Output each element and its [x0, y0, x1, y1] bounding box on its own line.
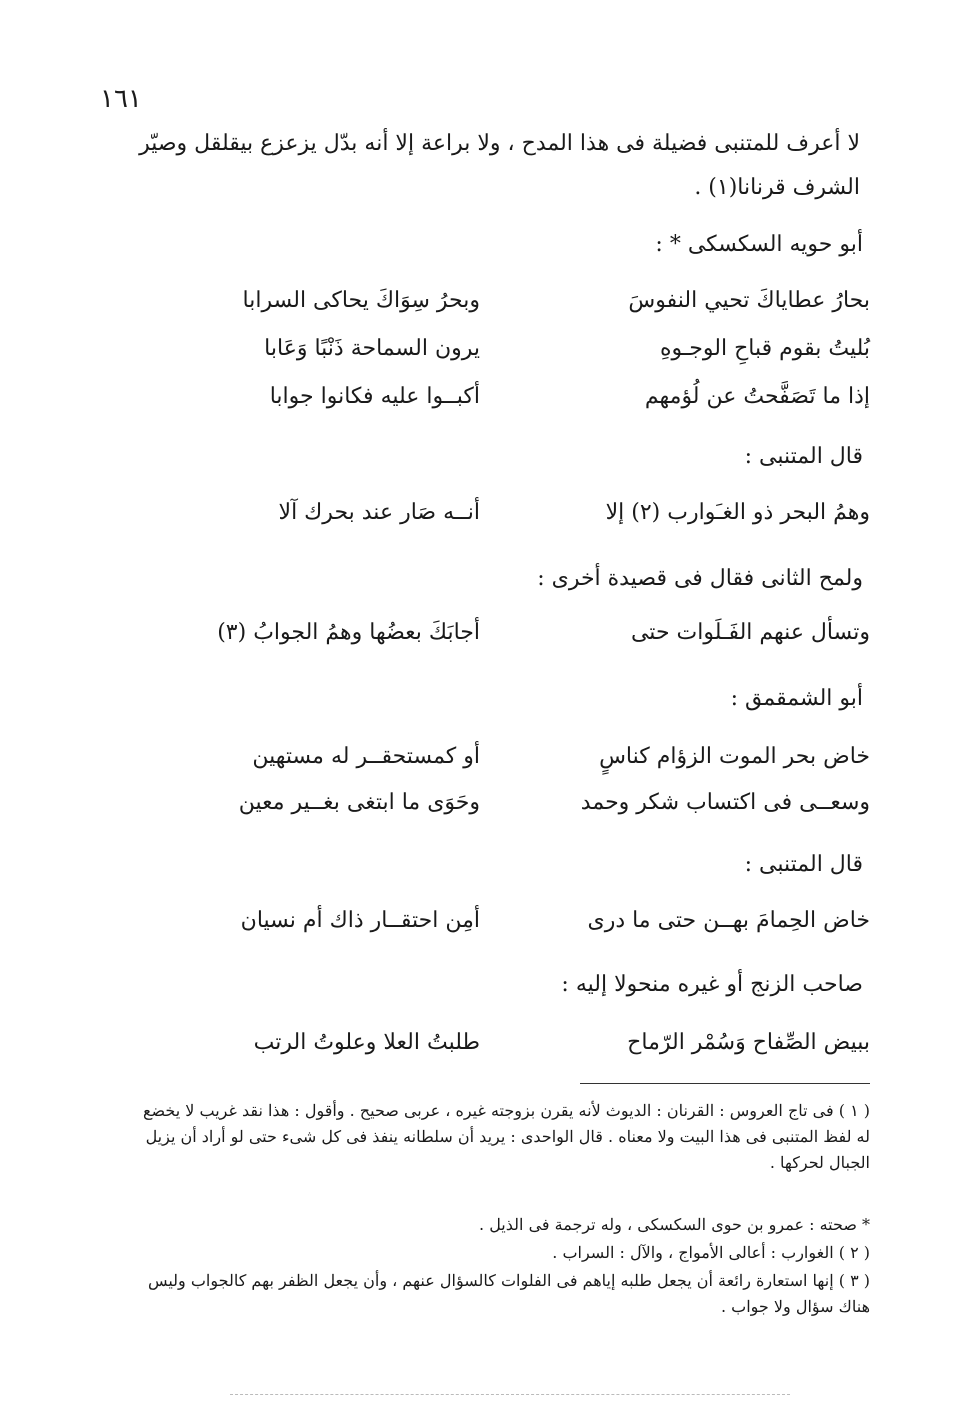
verse-first-hemistich: بُليتُ بقوم قباحِ الوجـوهِ	[659, 336, 870, 361]
verse-second-hemistich: أو كمستحقــر له مستهين	[252, 744, 480, 769]
verse-second-hemistich: يرون السماحة ذَنْبًا وَعَابا	[264, 336, 480, 361]
verse-line	[150, 1030, 870, 1070]
verse-line	[150, 744, 870, 784]
section-heading: أبو حويه السكسكى * :	[655, 232, 863, 257]
verse-first-hemistich: إذا ما تَصَفَّحتُ عن لُؤمهم	[644, 384, 870, 409]
verse-first-hemistich: وتسأل عنهم الفَـلَوات حتى	[630, 620, 870, 645]
footnote: ( ٣ ) إنها استعارة رائعة أن يجعل طلبه إياهم فى الفلوات كالسؤال عنهم ، وأن يجعل الظفر بهم كالجواب وليس هناك سؤال ولا جواب .	[147, 1271, 870, 1316]
section-heading: قال المتنبى :	[744, 444, 863, 469]
footnote: ( ١ ) فى تاج العروس : القرنان : الديوث لأنه يقرن بزوجته غيره ، عربى صحيح . وأقول : هذا نقد غريب لا يخضع له لفظ المتنبى فى هذا البيت ولا معناه . قال الواحدى : يريد أن سلطانه ينفذ فى كل شىء حتى لو أراد أن يزيل الجبال لحركها .	[143, 1101, 870, 1172]
verse-line	[150, 288, 870, 328]
verse-line	[150, 500, 870, 540]
footnote: ( ٢ ) الغوارب : أعالى الأمواج ، والآل : السراب .	[552, 1243, 870, 1262]
verse-second-hemistich: وبحرُ سِوَاكَ يحاكى السرابا	[242, 288, 480, 313]
section-heading: صاحب الزنج أو غيره منحولا إليه :	[561, 972, 863, 997]
section-heading: أبو الشمقمق :	[730, 686, 863, 711]
verse-first-hemistich: وهمُ البحر ذو الغـَوارب (٢) إلا	[605, 500, 870, 525]
footnote-divider	[580, 1083, 870, 1084]
intro-paragraph: لا أعرف للمتنبى فضيلة فى هذا المدح ، ولا براعة إلا أنه بدّل يزعزع بيقلقل وصيّر الشرف قرنانا(١) .	[139, 131, 860, 200]
verse-first-hemistich: بحارُ عطاياكَ تحيي النفوسَ	[628, 288, 870, 313]
verse-first-hemistich: خاض الحِمامَ بهــن حتى ما درى	[587, 908, 870, 933]
section-heading: ولمح الثانى فقال فى قصيدة أخرى :	[537, 566, 863, 591]
verse-line	[150, 384, 870, 424]
verse-first-hemistich: ببيض الصِّفاح وَسُمْر الرّماح	[627, 1030, 870, 1055]
verse-second-hemistich: أكبــوا عليه فكانوا جوابا	[269, 384, 480, 409]
verse-line	[150, 620, 870, 660]
verse-first-hemistich: وسعــى فى اكتساب شكر وحمد	[580, 790, 870, 815]
verse-first-hemistich: خاض بحر الموت الزؤام كناسٍ	[599, 744, 870, 769]
verse-second-hemistich: أنــه صَار عند بحرك آلا	[278, 500, 480, 525]
verse-line	[150, 336, 870, 376]
page-bottom-edge	[230, 1394, 790, 1395]
section-heading: قال المتنبى :	[744, 852, 863, 877]
page-number: ١٦١	[100, 84, 142, 114]
verse-second-hemistich: طلبتُ العلا وعلوتُ الرتب	[253, 1030, 480, 1055]
footnote: * صحته : عمرو بن حوى السكسكى ، وله ترجمة فى الذيل .	[479, 1215, 870, 1234]
verse-second-hemistich: وحَوَى ما ابتغى بغــير معين	[238, 790, 480, 815]
verse-second-hemistich: أمِن احتقــار ذاك أم نسيان	[240, 908, 480, 933]
verse-line	[150, 790, 870, 830]
verse-line	[150, 908, 870, 948]
verse-second-hemistich: أجابَكَ بعضُها وهمُ الجوابُ (٣)	[217, 620, 480, 645]
